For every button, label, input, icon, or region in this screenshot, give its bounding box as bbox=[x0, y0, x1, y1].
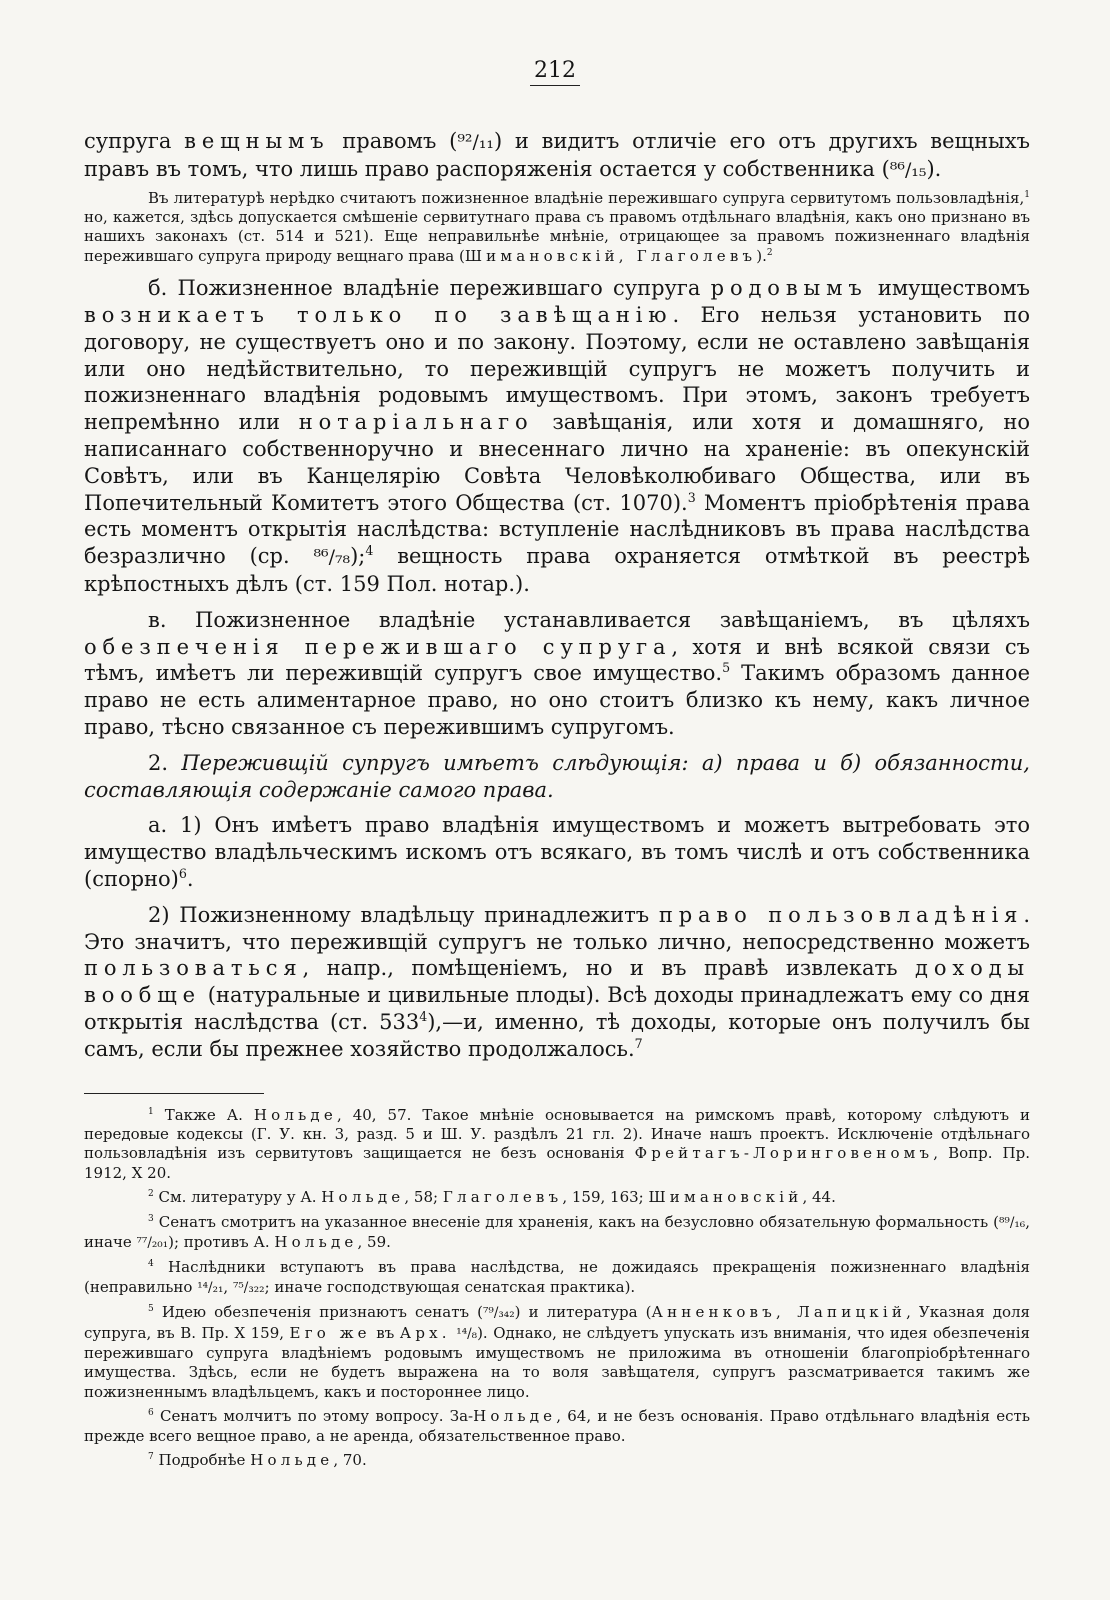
text-run: ). bbox=[756, 246, 767, 265]
text-run: Подробнѣе bbox=[153, 1451, 251, 1470]
text-run: См. литературу у А. bbox=[153, 1188, 322, 1207]
text-run: 7 bbox=[634, 1035, 643, 1051]
text-run: Въ литературѣ нерѣдко считаютъ пожизненное владѣніе пережившаго супруга сервитутомъ пользовладѣнія, bbox=[148, 188, 1025, 207]
text-run: ). Однако, не слѣдуетъ упускать изъ вниманія, что идея обезпеченія пережившаго супруга владѣніемъ родовымъ имуществомъ не приложима въ отношеніи благопріобрѣтеннаго имущества. Здѣсь, если не будетъ выражена на то воля завѣщателя, супругъ разсматривается такимъ же пожизненнымъ владѣльцемъ, какъ и постороннее лицо. bbox=[84, 1323, 1030, 1401]
text-run: Шимановскій, Глаголевъ bbox=[464, 246, 757, 265]
page-body bbox=[84, 128, 1030, 1470]
text-run: 6 bbox=[148, 1408, 154, 1419]
text-run: 2 bbox=[766, 247, 773, 258]
footnote-1 bbox=[84, 1106, 1030, 1184]
text-run: Анненковъ, Лапицкій bbox=[651, 1303, 907, 1322]
text-run: ); противъ А. bbox=[168, 1232, 275, 1251]
text-run: Такимъ образомъ данное право не есть алиментарное право, но оно стоитъ близко къ нему, какъ личное право, тѣсно связанное съ пережившимъ супругомъ. bbox=[84, 661, 1030, 739]
text-run: , 70. bbox=[333, 1451, 367, 1470]
text-run: 3 bbox=[148, 1213, 154, 1224]
paragraph-intro bbox=[84, 128, 1030, 184]
text-run: доходы вообще bbox=[84, 956, 1030, 1008]
text-run: ),—и, именно, тѣ доходы, которые онъ получилъ бы самъ, если бы прежнее хозяйство продолжалось. bbox=[84, 1009, 1030, 1061]
text-run: , bbox=[223, 1277, 233, 1296]
footnote-3 bbox=[84, 1213, 1030, 1254]
footnote-2 bbox=[84, 1188, 1030, 1207]
text-run: , 58; bbox=[404, 1188, 443, 1207]
text-run: ); bbox=[350, 544, 366, 569]
text-run: ⁷⁵/₃₂₂ bbox=[232, 1279, 265, 1296]
text-run: Идею обезпеченія признаютъ сенатъ ( bbox=[153, 1303, 484, 1322]
text-run: имуществомъ bbox=[867, 276, 1030, 301]
text-run: . Его нельзя установить по договору, не существуетъ оно и по закону. Поэтому, если не оставлено завѣщанія или оно недѣйствительно, то переживщій супругъ не можетъ получить и пожизненнаго владѣнія родовымъ имуществомъ. При этомъ, законъ требуетъ непремѣнно или bbox=[84, 303, 1030, 435]
text-run: 1 bbox=[148, 1106, 154, 1117]
text-run: Арх. bbox=[399, 1323, 451, 1342]
text-run: нотаріальнаго bbox=[298, 410, 534, 435]
text-run: 2) Пожизненному владѣльцу принадлежитъ bbox=[148, 902, 659, 927]
paragraph-small-note bbox=[84, 189, 1030, 267]
text-run: . Это значитъ, что переживщій супругъ не только лично, непосредственно можетъ bbox=[84, 902, 1031, 954]
text-run: ). bbox=[926, 156, 942, 181]
text-run: 7 bbox=[148, 1452, 154, 1463]
text-run: , хотя и внѣ всякой связи съ тѣмъ, имѣетъ ли переживщій супругъ свое имущество. bbox=[84, 634, 1030, 686]
text-run: Также А. bbox=[153, 1105, 254, 1124]
footnote-divider bbox=[84, 1093, 264, 1094]
text-run: ) и видитъ отличіе его отъ другихъ вещныхъ правъ въ томъ, что лишь право распоряженія остается у собственника ( bbox=[84, 129, 1030, 181]
text-run: , 40, 57. Такое мнѣніе основывается на римскомъ правѣ, которому слѣдуютъ и передовые кодексы (Г. У. кн. 3, разд. 5 и Ш. У. раздѣлъ 21 гл. 2). Иначе нашъ проектъ. Исключеніе отдѣльнаго пользовладѣнія изъ сервитутовъ защищается не безъ основанія bbox=[84, 1105, 1030, 1163]
text-run: 6 bbox=[178, 865, 187, 881]
text-run: ; иначе господствующая сенатская практика). bbox=[264, 1277, 636, 1296]
text-run: супруга bbox=[84, 129, 185, 153]
paragraph-b bbox=[84, 275, 1030, 598]
footnote-6 bbox=[84, 1407, 1030, 1446]
text-run: , 159, 163; bbox=[562, 1188, 649, 1207]
text-run: Фрейтагъ-Лоринговеномъ bbox=[634, 1144, 934, 1163]
text-run: , Указная доля супруга, въ В. Пр. X 159, bbox=[84, 1303, 1031, 1342]
text-run: в. Пожизненное владѣніе устанавливается завѣщаніемъ, въ цѣляхъ bbox=[148, 607, 1030, 632]
paragraph-v bbox=[84, 607, 1030, 741]
text-run: правомъ ( bbox=[329, 129, 458, 153]
text-run: въ bbox=[370, 1323, 400, 1342]
text-run: , 64, и не безъ основанія. Право отдѣльнаго владѣнія есть прежде всего вещное право, а не аренда, обязательственное право. bbox=[84, 1407, 1030, 1445]
text-run: Переживщій супругъ имѣетъ слѣдующія: а) права и б) обязанности, составляющія содержаніе самого права. bbox=[84, 750, 1030, 802]
text-run: ⁷⁷/₂₀₁ bbox=[136, 1234, 169, 1251]
text-run: , иначе bbox=[84, 1212, 1030, 1251]
text-run: 3 bbox=[687, 489, 696, 505]
text-run: ⁸⁶/₇₈ bbox=[313, 546, 351, 569]
text-run: ⁹²/₁₁ bbox=[457, 131, 494, 153]
text-run: Моментъ пріобрѣтенія права есть моментъ открытія наслѣдства: вступленіе наслѣдниковъ въ права наслѣдства безразлично (ср. bbox=[84, 490, 1030, 569]
text-run: 4 bbox=[148, 1259, 154, 1270]
text-run: 4 bbox=[419, 1008, 428, 1024]
text-run: 4 bbox=[365, 543, 374, 559]
text-run: но, кажется, здѣсь допускается смѣшеніе сервитутнаго права съ правомъ отдѣльнаго владѣнія, какъ оно признано въ нашихъ законахъ (ст. 514 и 521). Еще неправильнѣе мнѣніе, отрицающее за правомъ пожизненнаго владѣнія пережившаго супруга природу вещнаго права ( bbox=[84, 208, 1030, 265]
text-run: Нольде bbox=[473, 1407, 557, 1426]
text-run: обезпеченія пережившаго супруга bbox=[84, 634, 672, 659]
text-run: 2. bbox=[148, 750, 182, 775]
paragraph-a1 bbox=[84, 812, 1030, 892]
footnote-5 bbox=[84, 1303, 1030, 1402]
text-run: ¹⁴/₂₁ bbox=[197, 1279, 224, 1296]
text-run: ) и литература ( bbox=[514, 1303, 652, 1322]
footnote-7 bbox=[84, 1451, 1030, 1470]
text-run: право пользовладѣнія bbox=[658, 902, 1024, 927]
text-run: 212 bbox=[530, 58, 580, 86]
text-run: Нольде bbox=[253, 1105, 337, 1124]
text-run: родовымъ bbox=[710, 276, 868, 301]
text-run: 2 bbox=[148, 1189, 154, 1200]
text-run: ⁸⁶/₁₅ bbox=[889, 158, 927, 181]
text-run: Сенатъ молчитъ по этому вопросу. За- bbox=[153, 1407, 474, 1426]
text-run: ⁸⁹/₁₆ bbox=[999, 1214, 1026, 1231]
text-run: Шимановскій bbox=[648, 1188, 803, 1207]
text-run: Нольде bbox=[250, 1451, 334, 1470]
text-run: завѣщанія, или хотя и домашняго, но написаннаго собственноручно и внесеннаго лично на храненіе: въ опекунскій Совѣтъ, или въ Канцелярію Совѣта Человѣколюбиваго Общества, или въ Попечительный Комитетъ этого Общества (ст. 1070). bbox=[84, 410, 1030, 515]
text-run: , напр., помѣщеніемъ, но и въ правѣ извлекать bbox=[302, 956, 916, 981]
paragraph-2-heading bbox=[84, 750, 1030, 804]
text-run: , 59. bbox=[357, 1232, 391, 1251]
text-run: (натуральные и цивильные плоды). Всѣ доходы принадлежатъ ему со дня открытія наслѣдства (ст. 533 bbox=[84, 983, 1030, 1034]
text-run: 5 bbox=[148, 1304, 154, 1315]
text-run: возникаетъ только по завѣщанію bbox=[84, 303, 673, 328]
text-run: Его же bbox=[289, 1323, 371, 1342]
page-number bbox=[0, 58, 1110, 86]
text-run: а. 1) Онъ имѣетъ право владѣнія имуществомъ и можетъ вытребовать это имущество владѣльческимъ искомъ отъ всякаго, въ томъ числѣ и отъ собственника (спорно) bbox=[84, 813, 1030, 891]
text-run: , Вопр. Пр. 1912, X 20. bbox=[84, 1144, 1030, 1182]
text-run: Наслѣдники вступаютъ въ права наслѣдства, не дожидаясь прекращенія пожизненнаго владѣнія (неправильно bbox=[84, 1258, 1030, 1296]
text-run: , 44. bbox=[802, 1188, 836, 1207]
text-run: ¹⁴/₈ bbox=[456, 1325, 478, 1342]
text-run: б. Пожизненное владѣніе пережившаго супруга bbox=[148, 276, 711, 301]
text-run: пользоваться bbox=[84, 956, 303, 981]
text-run: Глаголевъ bbox=[442, 1188, 563, 1207]
text-run: Нольде bbox=[321, 1188, 405, 1207]
footnote-4 bbox=[84, 1258, 1030, 1298]
text-run: 1 bbox=[1024, 189, 1030, 200]
text-run: 5 bbox=[722, 660, 731, 676]
text-run: Нольде bbox=[274, 1232, 358, 1251]
text-run: Сенатъ смотритъ на указанное внесеніе для храненія, какъ на безусловно обязательную формальность ( bbox=[153, 1212, 1000, 1231]
text-run: вещнымъ bbox=[184, 129, 330, 153]
text-run: вещность права охраняется отмѣткой въ реестрѣ крѣпостныхъ дѣлъ (ст. 159 Пол. нотар.). bbox=[84, 544, 1030, 596]
text-run: . bbox=[186, 866, 194, 891]
paragraph-a2 bbox=[84, 902, 1030, 1063]
text-run: ⁷⁹/₃₄₂ bbox=[483, 1305, 515, 1322]
